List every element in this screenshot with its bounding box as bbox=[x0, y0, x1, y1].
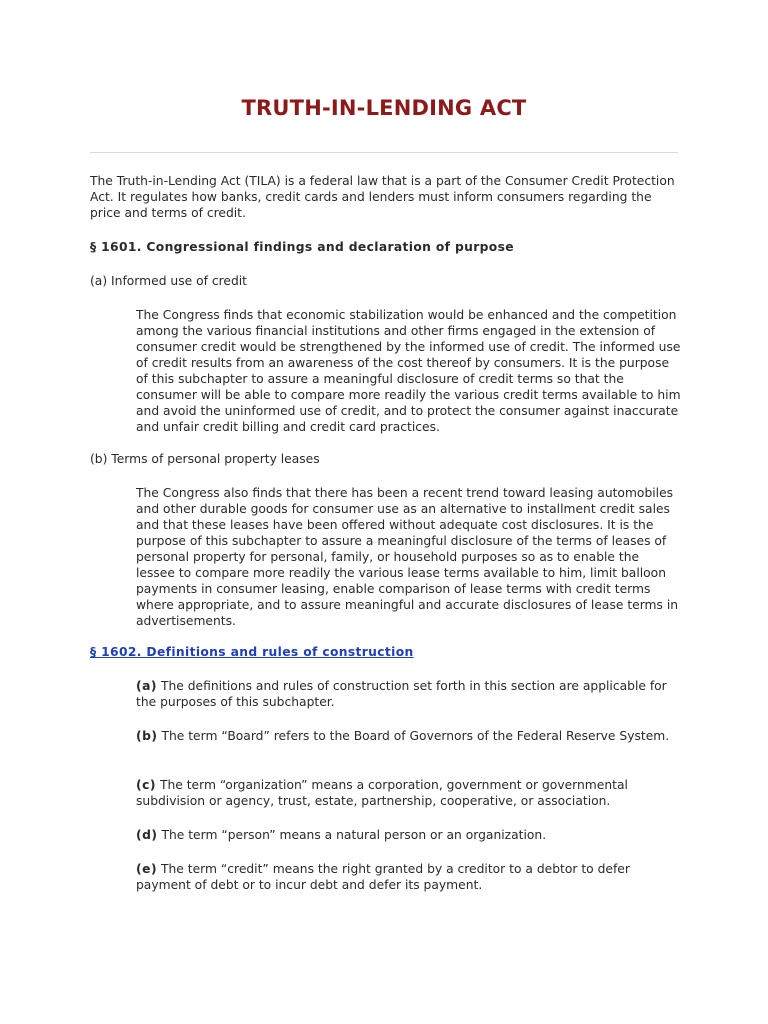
definition-label: (e) bbox=[136, 862, 158, 876]
subsection-a-paragraph: The Congress finds that economic stabilization would be enhanced and the competition among the various financial institutions and other firms engaged in the extension of consumer credit would be strengthened by the informed use of credit. The informed use of credit results from an awareness of the cost thereof by consumers. It is the purpose of this subchapter to assure a meaningful disclosure of credit terms so that the consumer will be able to compare more readily the various credit terms available to him and avoid the uninformed use of credit, and to protect the consumer against inaccurate and unfair credit billing and credit card practices. bbox=[136, 308, 681, 434]
page-title: TRUTH-IN-LENDING ACT bbox=[241, 96, 527, 120]
definition-text: The term “Board” refers to the Board of Governors of the Federal Reserve System. bbox=[157, 729, 670, 743]
subsection-b-paragraph: The Congress also finds that there has been a recent trend toward leasing automobiles and other durable goods for consumer use as an alternative to installment credit sales and that these leases have been offered without adequate cost disclosures. It is the purpose of this subchapter to assure a meaningful disclosure of the terms of leases of personal property for personal, family, or household purposes so as to enable the lessee to compare more readily the various lease terms available to him, limit balloon payments in consumer leasing, enable comparison of lease terms with credit terms where appropriate, and to assure meaningful and accurate disclosures of lease terms in advertisements. bbox=[136, 486, 679, 628]
definition-text: The term “person” means a natural person or an organization. bbox=[157, 828, 547, 842]
definition-label: (c) bbox=[136, 778, 157, 792]
subsection-a-heading: (a) Informed use of credit bbox=[90, 274, 248, 288]
definition-a bbox=[136, 678, 681, 710]
definition-d bbox=[136, 827, 681, 843]
section-1601-heading: § 1601. Congressional findings and declaration of purpose bbox=[90, 240, 514, 254]
title-divider bbox=[90, 152, 678, 153]
section-1602-link[interactable]: § 1602. Definitions and rules of construction bbox=[90, 645, 414, 659]
definition-text: The term “organization” means a corporation, government or governmental subdivision or agency, trust, estate, partnership, cooperative, or association. bbox=[136, 778, 628, 808]
intro-paragraph: The Truth-in-Lending Act (TILA) is a federal law that is a part of the Consumer Credit Protection Act. It regulates how banks, credit cards and lenders must inform consumers regarding the price and terms of credit. bbox=[90, 174, 675, 220]
definition-text: The term “credit” means the right granted by a creditor to a debtor to defer payment of debt or to incur debt and defer its payment. bbox=[136, 862, 630, 892]
definition-b bbox=[136, 728, 681, 744]
subsection-b-heading: (b) Terms of personal property leases bbox=[90, 452, 320, 466]
definition-e bbox=[136, 861, 681, 893]
definition-text: The definitions and rules of construction set forth in this section are applicable for the purposes of this subchapter. bbox=[136, 679, 667, 709]
definition-c bbox=[136, 777, 681, 809]
definition-label: (b) bbox=[136, 729, 158, 743]
definition-label: (d) bbox=[136, 828, 158, 842]
definition-label: (a) bbox=[136, 679, 158, 693]
